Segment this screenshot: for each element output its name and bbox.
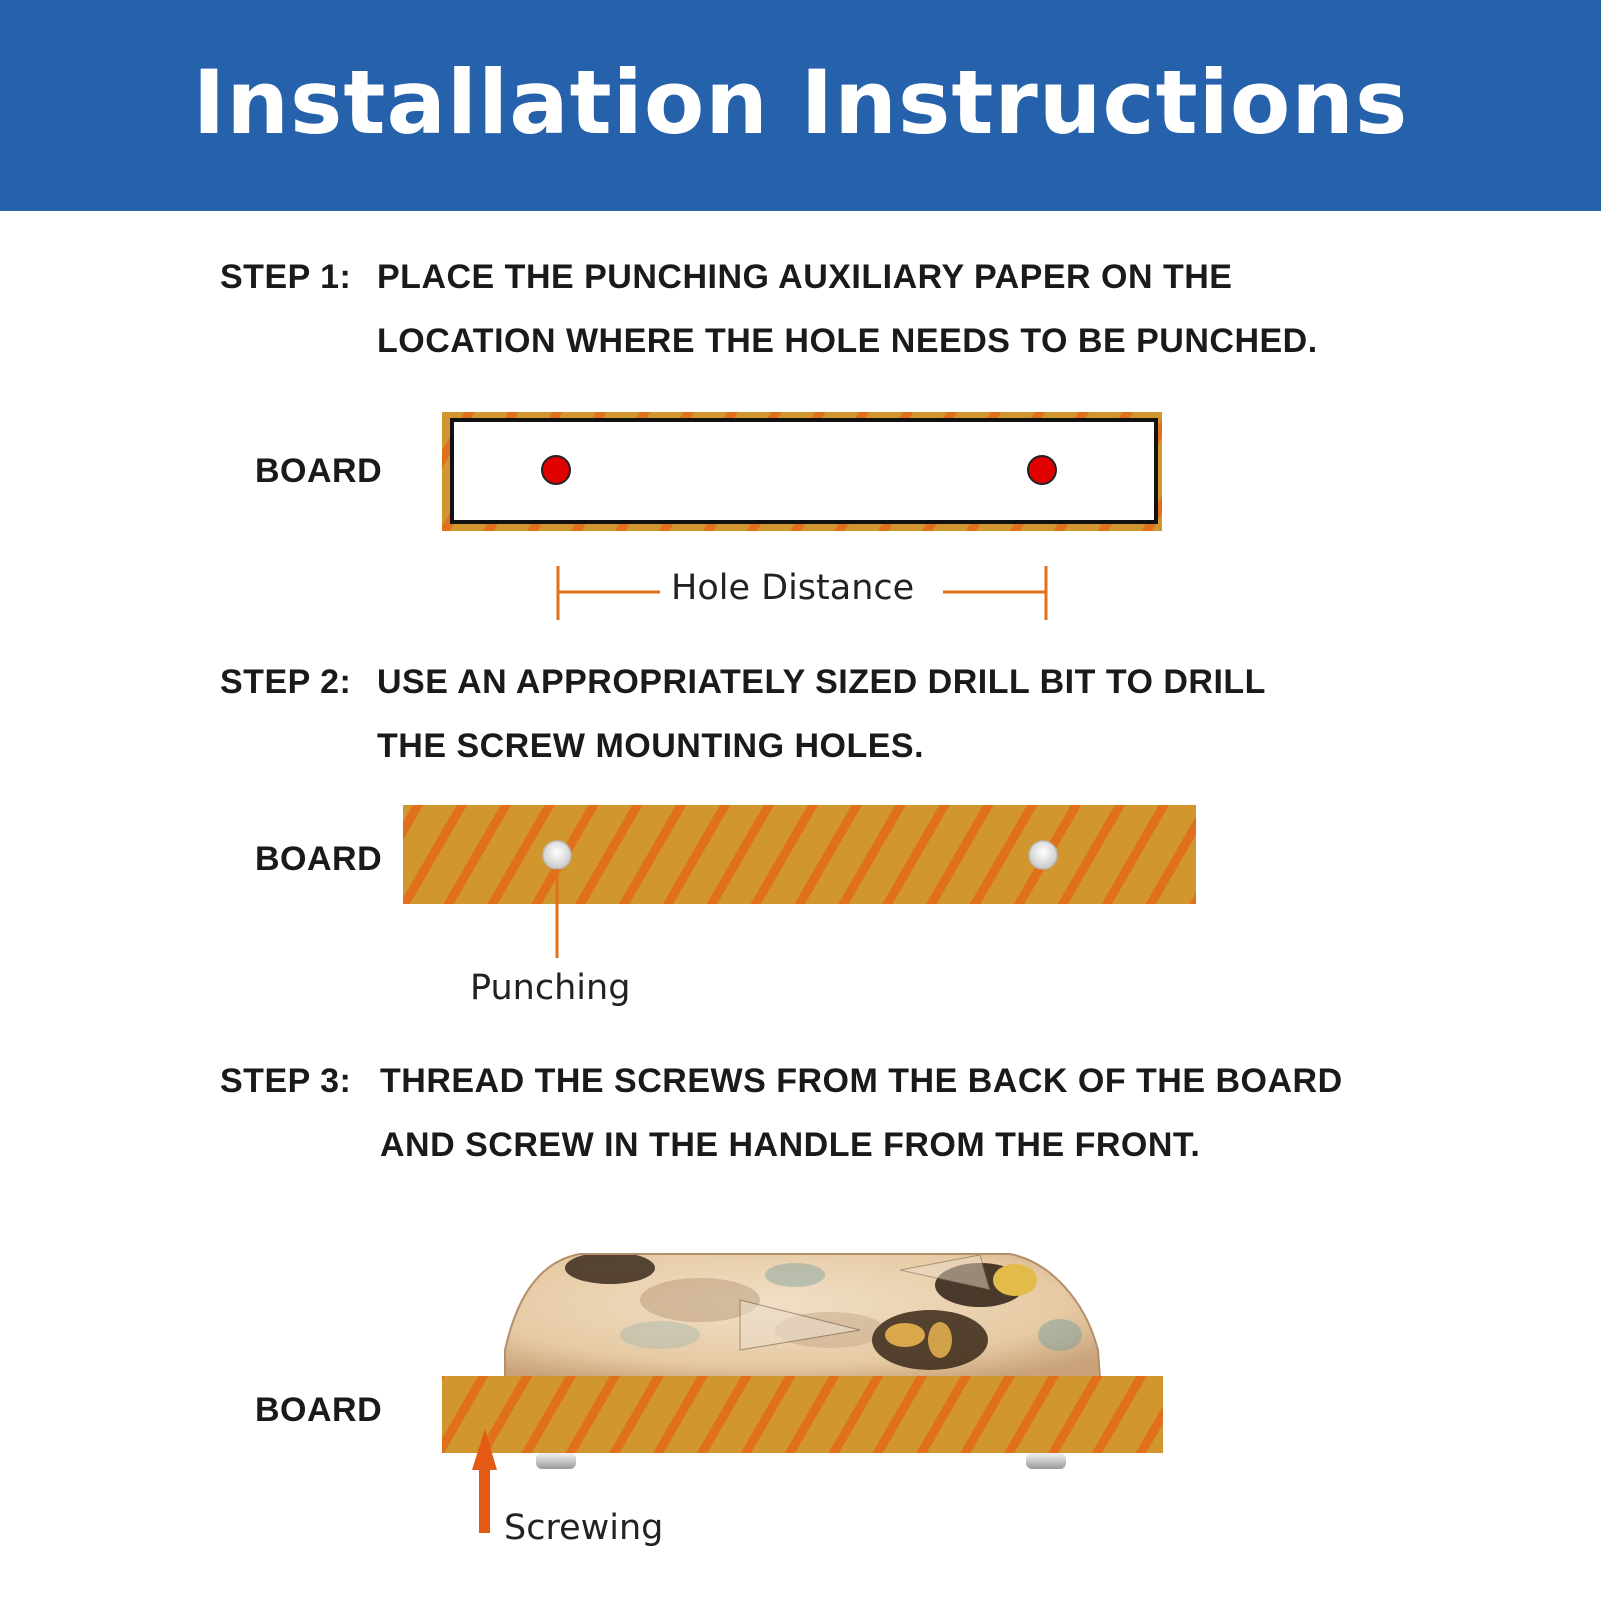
board-label-step-3: BOARD <box>255 1391 383 1429</box>
board-label-step-2: BOARD <box>255 840 383 878</box>
step-1-line-2: LOCATION WHERE THE HOLE NEEDS TO BE PUNCHED. <box>377 322 1318 360</box>
board-label-step-1: BOARD <box>255 452 383 490</box>
drilled-hole-right <box>1029 841 1057 869</box>
board-wood-step-2 <box>403 805 1196 904</box>
step-2-board <box>403 805 1196 958</box>
step-3-line-2: AND SCREW IN THE HANDLE FROM THE FRONT. <box>380 1126 1201 1164</box>
screw-left <box>536 1453 576 1469</box>
hole-marker-left <box>542 456 570 484</box>
step-3-assembly <box>442 1252 1163 1533</box>
step-1-line-1: PLACE THE PUNCHING AUXILIARY PAPER ON THE <box>377 258 1233 296</box>
step-3-label: STEP 3: <box>220 1062 352 1100</box>
drilled-hole-left <box>543 841 571 869</box>
step-2-line-1: USE AN APPROPRIATELY SIZED DRILL BIT TO DRILL <box>377 663 1266 701</box>
page-title: Installation Instructions <box>192 51 1409 154</box>
step-3-line-1: THREAD THE SCREWS FROM THE BACK OF THE BOARD <box>380 1062 1343 1100</box>
hole-distance-label: Hole Distance <box>663 568 922 608</box>
step-2-line-2: THE SCREW MOUNTING HOLES. <box>377 727 925 765</box>
hole-marker-right <box>1028 456 1056 484</box>
step-2-label: STEP 2: <box>220 663 352 701</box>
step-1-label: STEP 1: <box>220 258 352 296</box>
step-1-board <box>442 412 1162 531</box>
screwing-label: Screwing <box>504 1508 664 1548</box>
cabinet-handle <box>505 1252 1100 1378</box>
screw-right <box>1026 1453 1066 1469</box>
board-wood-step-3 <box>442 1376 1163 1453</box>
punching-label: Punching <box>470 968 631 1008</box>
